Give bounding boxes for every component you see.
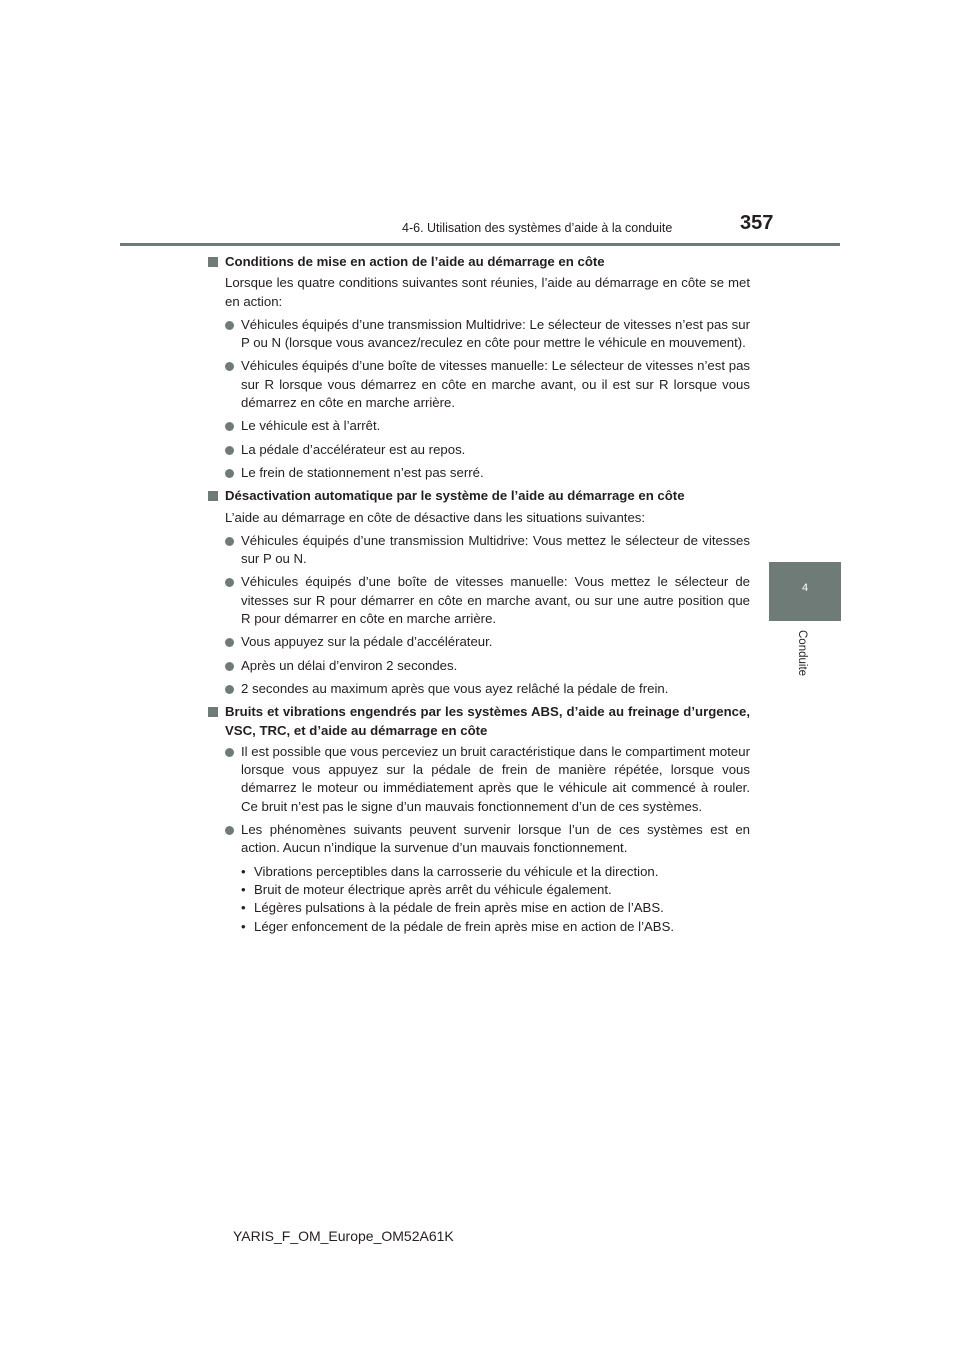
list-item xyxy=(208,464,750,482)
sub-list-item-text: Léger enfoncement de la pédale de frein après mise en action de l’ABS. xyxy=(254,918,675,934)
round-bullet-icon xyxy=(225,826,234,835)
sub-list-item xyxy=(208,918,750,936)
round-bullet-icon xyxy=(225,748,234,757)
sub-list-item-text: Bruit de moteur électrique après arrêt du véhicule également. xyxy=(254,881,612,897)
round-bullet-icon xyxy=(225,578,234,587)
round-bullet-icon xyxy=(225,321,234,330)
list-item-text: Après un délai d’environ 2 secondes. xyxy=(241,657,458,673)
round-bullet-icon xyxy=(225,638,234,647)
list-item-text: Le frein de stationnement n’est pas serré. xyxy=(241,464,484,480)
sub-list-item xyxy=(208,881,750,899)
chapter-tab xyxy=(769,562,841,621)
sub-list-item xyxy=(208,899,750,917)
list-item xyxy=(208,532,750,569)
round-bullet-icon xyxy=(225,362,234,371)
page-content xyxy=(208,253,750,936)
list-item xyxy=(208,316,750,353)
section-heading-text: Conditions de mise en action de l’aide au démarrage en côte xyxy=(225,254,605,269)
section-intro: L’aide au démarrage en côte de désactive dans les situations suivantes: xyxy=(225,509,646,525)
list-item xyxy=(208,821,750,858)
chapter-tab-label: Conduite xyxy=(796,630,808,677)
list-item xyxy=(208,573,750,628)
list-item-text: Le véhicule est à l’arrêt. xyxy=(241,418,381,434)
round-bullet-icon xyxy=(225,537,234,546)
list-item-text: La pédale d’accélérateur est au repos. xyxy=(241,441,466,457)
dot-marker-icon: • xyxy=(241,863,246,879)
section-intro: Lorsque les quatre conditions suivantes sont réunies, l’aide au démarrage en côte se met en action: xyxy=(225,275,750,309)
list-item-text: Vous appuyez sur la pédale d’accélérateur. xyxy=(241,634,493,650)
footer-document-code: YARIS_F_OM_Europe_OM52A61K xyxy=(233,1228,454,1244)
list-item-text: Les phénomènes suivants peuvent survenir lorsque l’un de ces systèmes est en action. Aucun n’indique la survenue d’un mauvais fonctionnement. xyxy=(241,822,750,856)
round-bullet-icon xyxy=(225,469,234,478)
header-rule xyxy=(120,243,840,246)
list-item-text: Véhicules équipés d’une transmission Multidrive: Vous mettez le sélecteur de vitesses sur P ou N. xyxy=(241,532,750,567)
section-heading-text: Bruits et vibrations engendrés par les systèmes ABS, d’aide au freinage d’urgence, VSC, TRC, et d’aide au démarrage en côte xyxy=(225,704,750,738)
section-heading xyxy=(208,703,750,740)
sub-list-item-text: Vibrations perceptibles dans la carrosserie du véhicule et la direction. xyxy=(254,863,659,879)
round-bullet-icon xyxy=(225,685,234,694)
dot-marker-icon: • xyxy=(241,900,246,916)
list-item-text: Véhicules équipés d’une transmission Multidrive: Le sélecteur de vitesses n’est pas sur P ou N (lorsque vous avancez/reculez en côte pour mettre le véhicule en mouvement). xyxy=(241,316,750,351)
section-heading xyxy=(208,253,750,271)
sub-list-item xyxy=(208,863,750,881)
dot-marker-icon: • xyxy=(241,881,246,897)
list-item xyxy=(208,680,750,698)
list-item xyxy=(208,657,750,675)
square-bullet-icon xyxy=(208,707,218,717)
round-bullet-icon xyxy=(225,422,234,431)
list-item-text: Il est possible que vous perceviez un bruit caractéristique dans le compartiment moteur lorsque vous appuyez sur la pédale de frein de manière répétée, lorsque vous démarrez le moteur ou immédiatement après que le véhicule ait commencé à rouler. Ce bruit n’est pas le signe d’un mauvais fonctionnement d’un de ces systèmes. xyxy=(241,743,750,814)
list-item xyxy=(208,357,750,412)
sub-list xyxy=(208,863,750,936)
list-item-text: Véhicules équipés d’une boîte de vitesses manuelle: Vous mettez le sélecteur de vitesses sur R pour démarrer en côte en marche avant, ou sur une autre position que R pour démarrer en côte en marche arrière. xyxy=(241,574,750,627)
list-item xyxy=(208,743,750,816)
square-bullet-icon xyxy=(208,491,218,501)
list-item-text: 2 secondes au maximum après que vous ayez relâché la pédale de frein. xyxy=(241,680,669,696)
page-number: 357 xyxy=(740,212,774,234)
list-item-text: Véhicules équipés d’une boîte de vitesses manuelle: Le sélecteur de vitesses n’est pas sur R lorsque vous démarrez en côte en marche avant, ou il est sur R lorsque vous démarrez en côte en marche arrière. xyxy=(241,358,750,411)
chapter-tab-number: 4 xyxy=(801,582,809,594)
round-bullet-icon xyxy=(225,446,234,455)
round-bullet-icon xyxy=(225,662,234,671)
sub-list-item-text: Légères pulsations à la pédale de frein après mise en action de l’ABS. xyxy=(254,900,664,916)
section-heading xyxy=(208,487,750,505)
header-section-title: 4-6. Utilisation des systèmes d’aide à la conduite xyxy=(402,221,673,235)
list-item xyxy=(208,417,750,435)
list-item xyxy=(208,633,750,651)
list-item xyxy=(208,441,750,459)
dot-marker-icon: • xyxy=(241,918,246,934)
section-heading-text: Désactivation automatique par le système de l’aide au démarrage en côte xyxy=(225,488,685,504)
square-bullet-icon xyxy=(208,257,218,267)
